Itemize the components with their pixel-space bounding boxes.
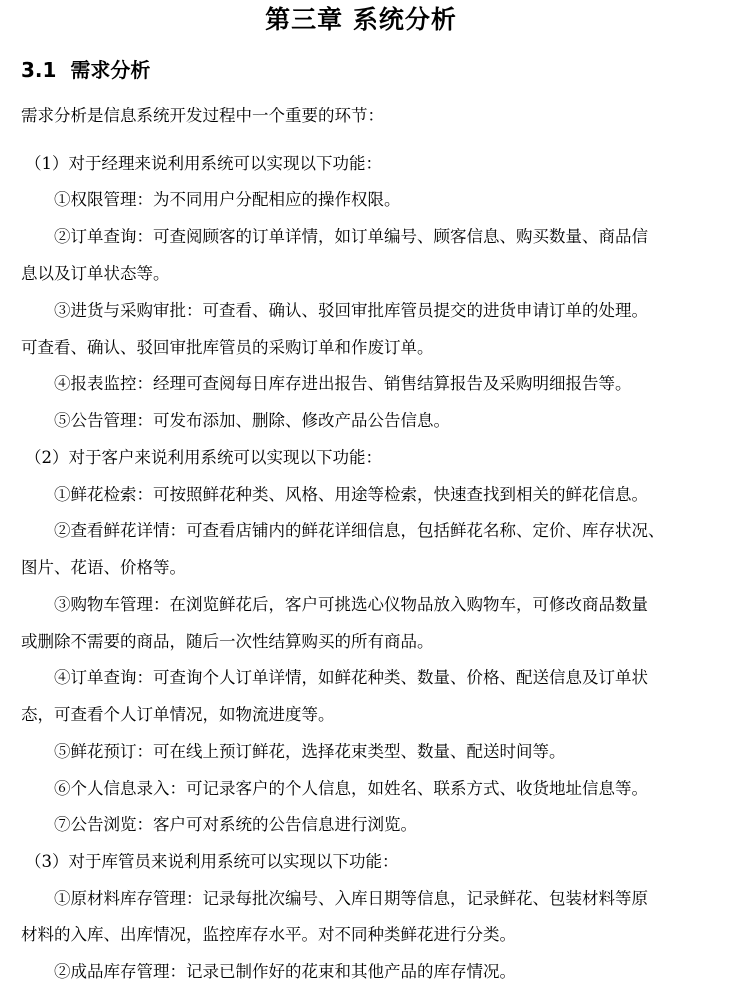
text-line: 材料的入库、出库情况，监控库存水平。对不同种类鲜花进行分类。: [21, 925, 516, 944]
text-line: ③购物车管理：在浏览鲜花后，客户可挑选心仪物品放入购物车，可修改商品数量: [54, 595, 648, 614]
text-line: （1）对于经理来说利用系统可以实现以下功能：: [25, 154, 382, 173]
text-line: ②订单查询：可查阅顾客的订单详情，如订单编号、顾客信息、购买数量、商品信: [54, 227, 648, 246]
chapter-title: 第三章 系统分析: [265, 5, 457, 34]
text-line: 态，可查看个人订单情况，如物流进度等。: [21, 705, 335, 724]
text-line: ②成品库存管理：记录已制作好的花束和其他产品的库存情况。: [54, 962, 516, 981]
text-line: ①原材料库存管理：记录每批次编号、入库日期等信息，记录鲜花、包装材料等原: [54, 889, 648, 908]
text-line: ⑦公告浏览：客户可对系统的公告信息进行浏览。: [54, 815, 417, 834]
text-line: （2）对于客户来说利用系统可以实现以下功能：: [25, 448, 382, 467]
text-line: ④报表监控：经理可查阅每日库存进出报告、销售结算报告及采购明细报告等。: [54, 374, 632, 393]
text-line: ①鲜花检索：可按照鲜花种类、风格、用途等检索，快速查找到相关的鲜花信息。: [54, 485, 648, 504]
text-line: ②查看鲜花详情：可查看店铺内的鲜花详细信息，包括鲜花名称、定价、库存状况、: [54, 521, 665, 540]
text-line: ⑤公告管理：可发布添加、删除、修改产品公告信息。: [54, 411, 450, 430]
text-line: （3）对于库管员来说利用系统可以实现以下功能：: [25, 852, 399, 871]
text-line: ⑤鲜花预订：可在线上预订鲜花，选择花束类型、数量、配送时间等。: [54, 742, 566, 761]
text-line: 需求分析是信息系统开发过程中一个重要的环节：: [21, 106, 384, 125]
text-line: 图片、花语、价格等。: [21, 558, 186, 577]
text-line: ①权限管理：为不同用户分配相应的操作权限。: [54, 190, 401, 209]
text-line: 或删除不需要的商品，随后一次性结算购买的所有商品。: [21, 632, 434, 651]
section-heading: [21, 54, 150, 86]
section-number: 3.1: [21, 58, 57, 82]
text-line: 可查看、确认、驳回审批库管员的采购订单和作废订单。: [21, 338, 434, 357]
text-line: ⑥个人信息录入：可记录客户的个人信息，如姓名、联系方式、收货地址信息等。: [54, 779, 648, 798]
text-line: ④订单查询：可查询个人订单详情，如鲜花种类、数量、价格、配送信息及订单状: [54, 668, 648, 687]
section-title: 需求分析: [70, 58, 151, 82]
text-line: 息以及订单状态等。: [21, 264, 170, 283]
text-line: ③进货与采购审批：可查看、确认、驳回审批库管员提交的进货申请订单的处理。: [54, 301, 648, 320]
